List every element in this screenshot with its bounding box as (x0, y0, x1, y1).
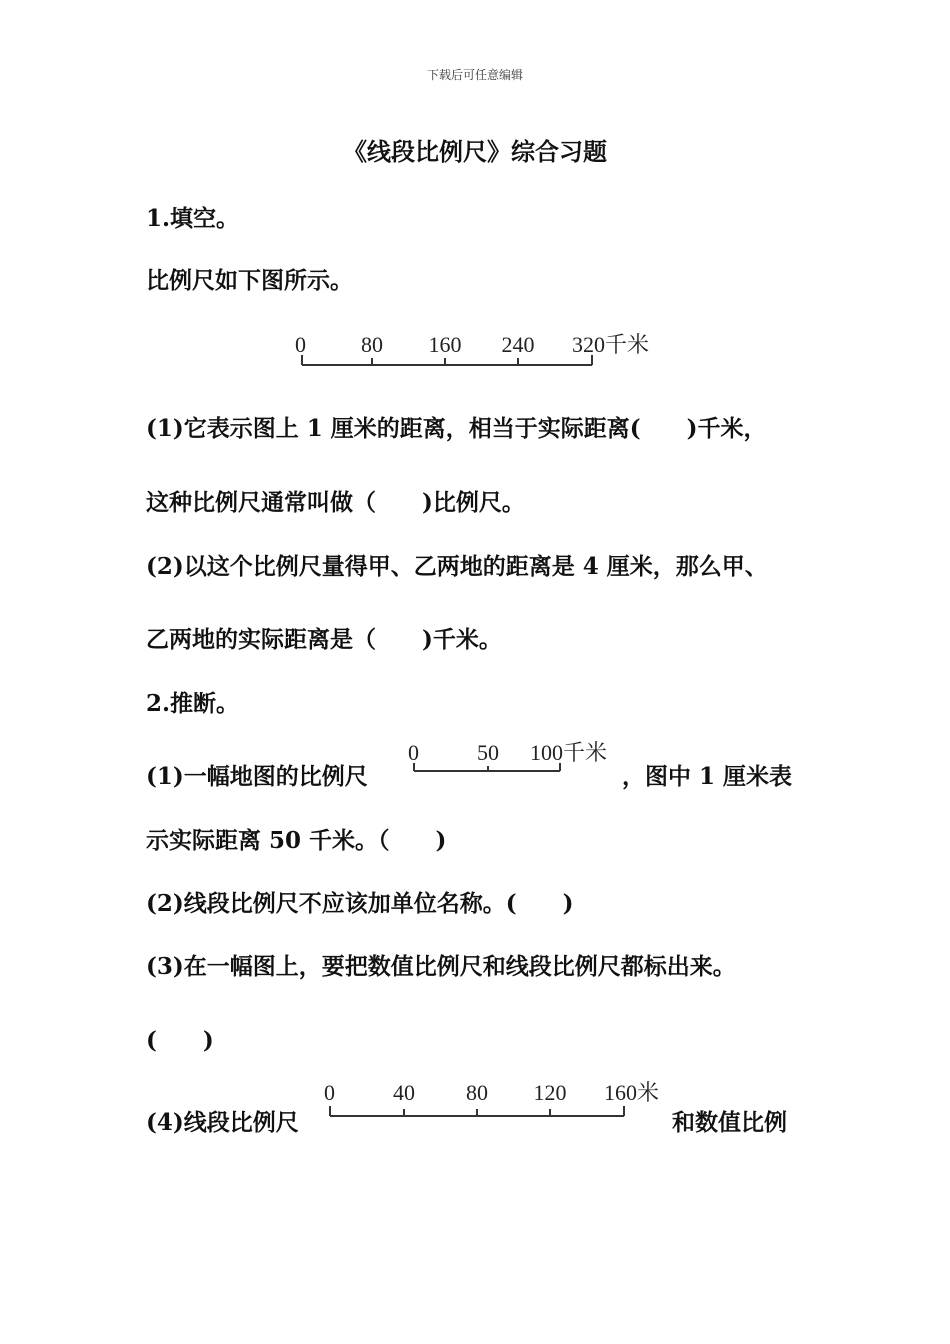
s2-q1-line2: 示实际距离 50 千米。（ ) (146, 827, 447, 854)
s1-q1-line1: (1)它表示图上 1 厘米的距离，相当于实际距离( )千米， (146, 415, 767, 442)
s2-q1-suffix: ，图中 1 厘米表 (622, 763, 793, 790)
s2-q1-prefix: (1)一幅地图的比例尺 (146, 763, 368, 790)
scale3-tick-label-0: 0 (324, 1080, 335, 1105)
scale3-tick-label-2: 80 (466, 1080, 488, 1105)
scale1-tick-label-1: 80 (361, 332, 383, 357)
s1-q2-line1: (2)以这个比例尺量得甲、乙两地的距离是 4 厘米，那么甲、 (146, 553, 768, 580)
scale2-tick-label-1: 50 (477, 740, 499, 765)
scale-bar-3 (318, 1074, 678, 1122)
scale1-tick-label-2: 160 (428, 332, 462, 357)
s2-q4-suffix: 和数值比例 (672, 1109, 787, 1136)
s1-q2-line2: 乙两地的实际距离是（ )千米。 (146, 626, 502, 653)
scale1-tick-label-3: 240 (501, 332, 535, 357)
section1-intro: 比例尺如下图所示。 (146, 267, 353, 294)
scale2-tick-label-0: 0 (408, 740, 419, 765)
s2-q3-line1: (3)在一幅图上，要把数值比例尺和线段比例尺都标出来。 (146, 953, 736, 980)
s2-q3-line2: ( ) (146, 1027, 214, 1054)
scale2-tick-label-2: 100千米 (530, 740, 608, 765)
section2-heading: 2.推断。 (146, 690, 240, 717)
s1-q1-line2: 这种比例尺通常叫做（ )比例尺。 (146, 489, 525, 516)
s2-q2: (2)线段比例尺不应该加单位名称。( ) (146, 890, 574, 917)
header-note: 下载后可任意编辑 (426, 68, 523, 82)
scale3-tick-label-3: 120 (533, 1080, 567, 1105)
scale-bar-2 (402, 738, 632, 778)
s2-q4-prefix: (4)线段比例尺 (146, 1109, 299, 1136)
scale1-tick-label-0: 0 (295, 332, 306, 357)
scale3-tick-label-1: 40 (393, 1080, 415, 1105)
scale1-tick-label-4: 320千米 (572, 332, 650, 357)
scale-bar-1 (290, 325, 670, 373)
scale3-tick-label-4: 160米 (604, 1080, 660, 1105)
page-title: 《线段比例尺》综合习题 (343, 137, 607, 166)
section1-heading: 1.填空。 (146, 205, 240, 232)
